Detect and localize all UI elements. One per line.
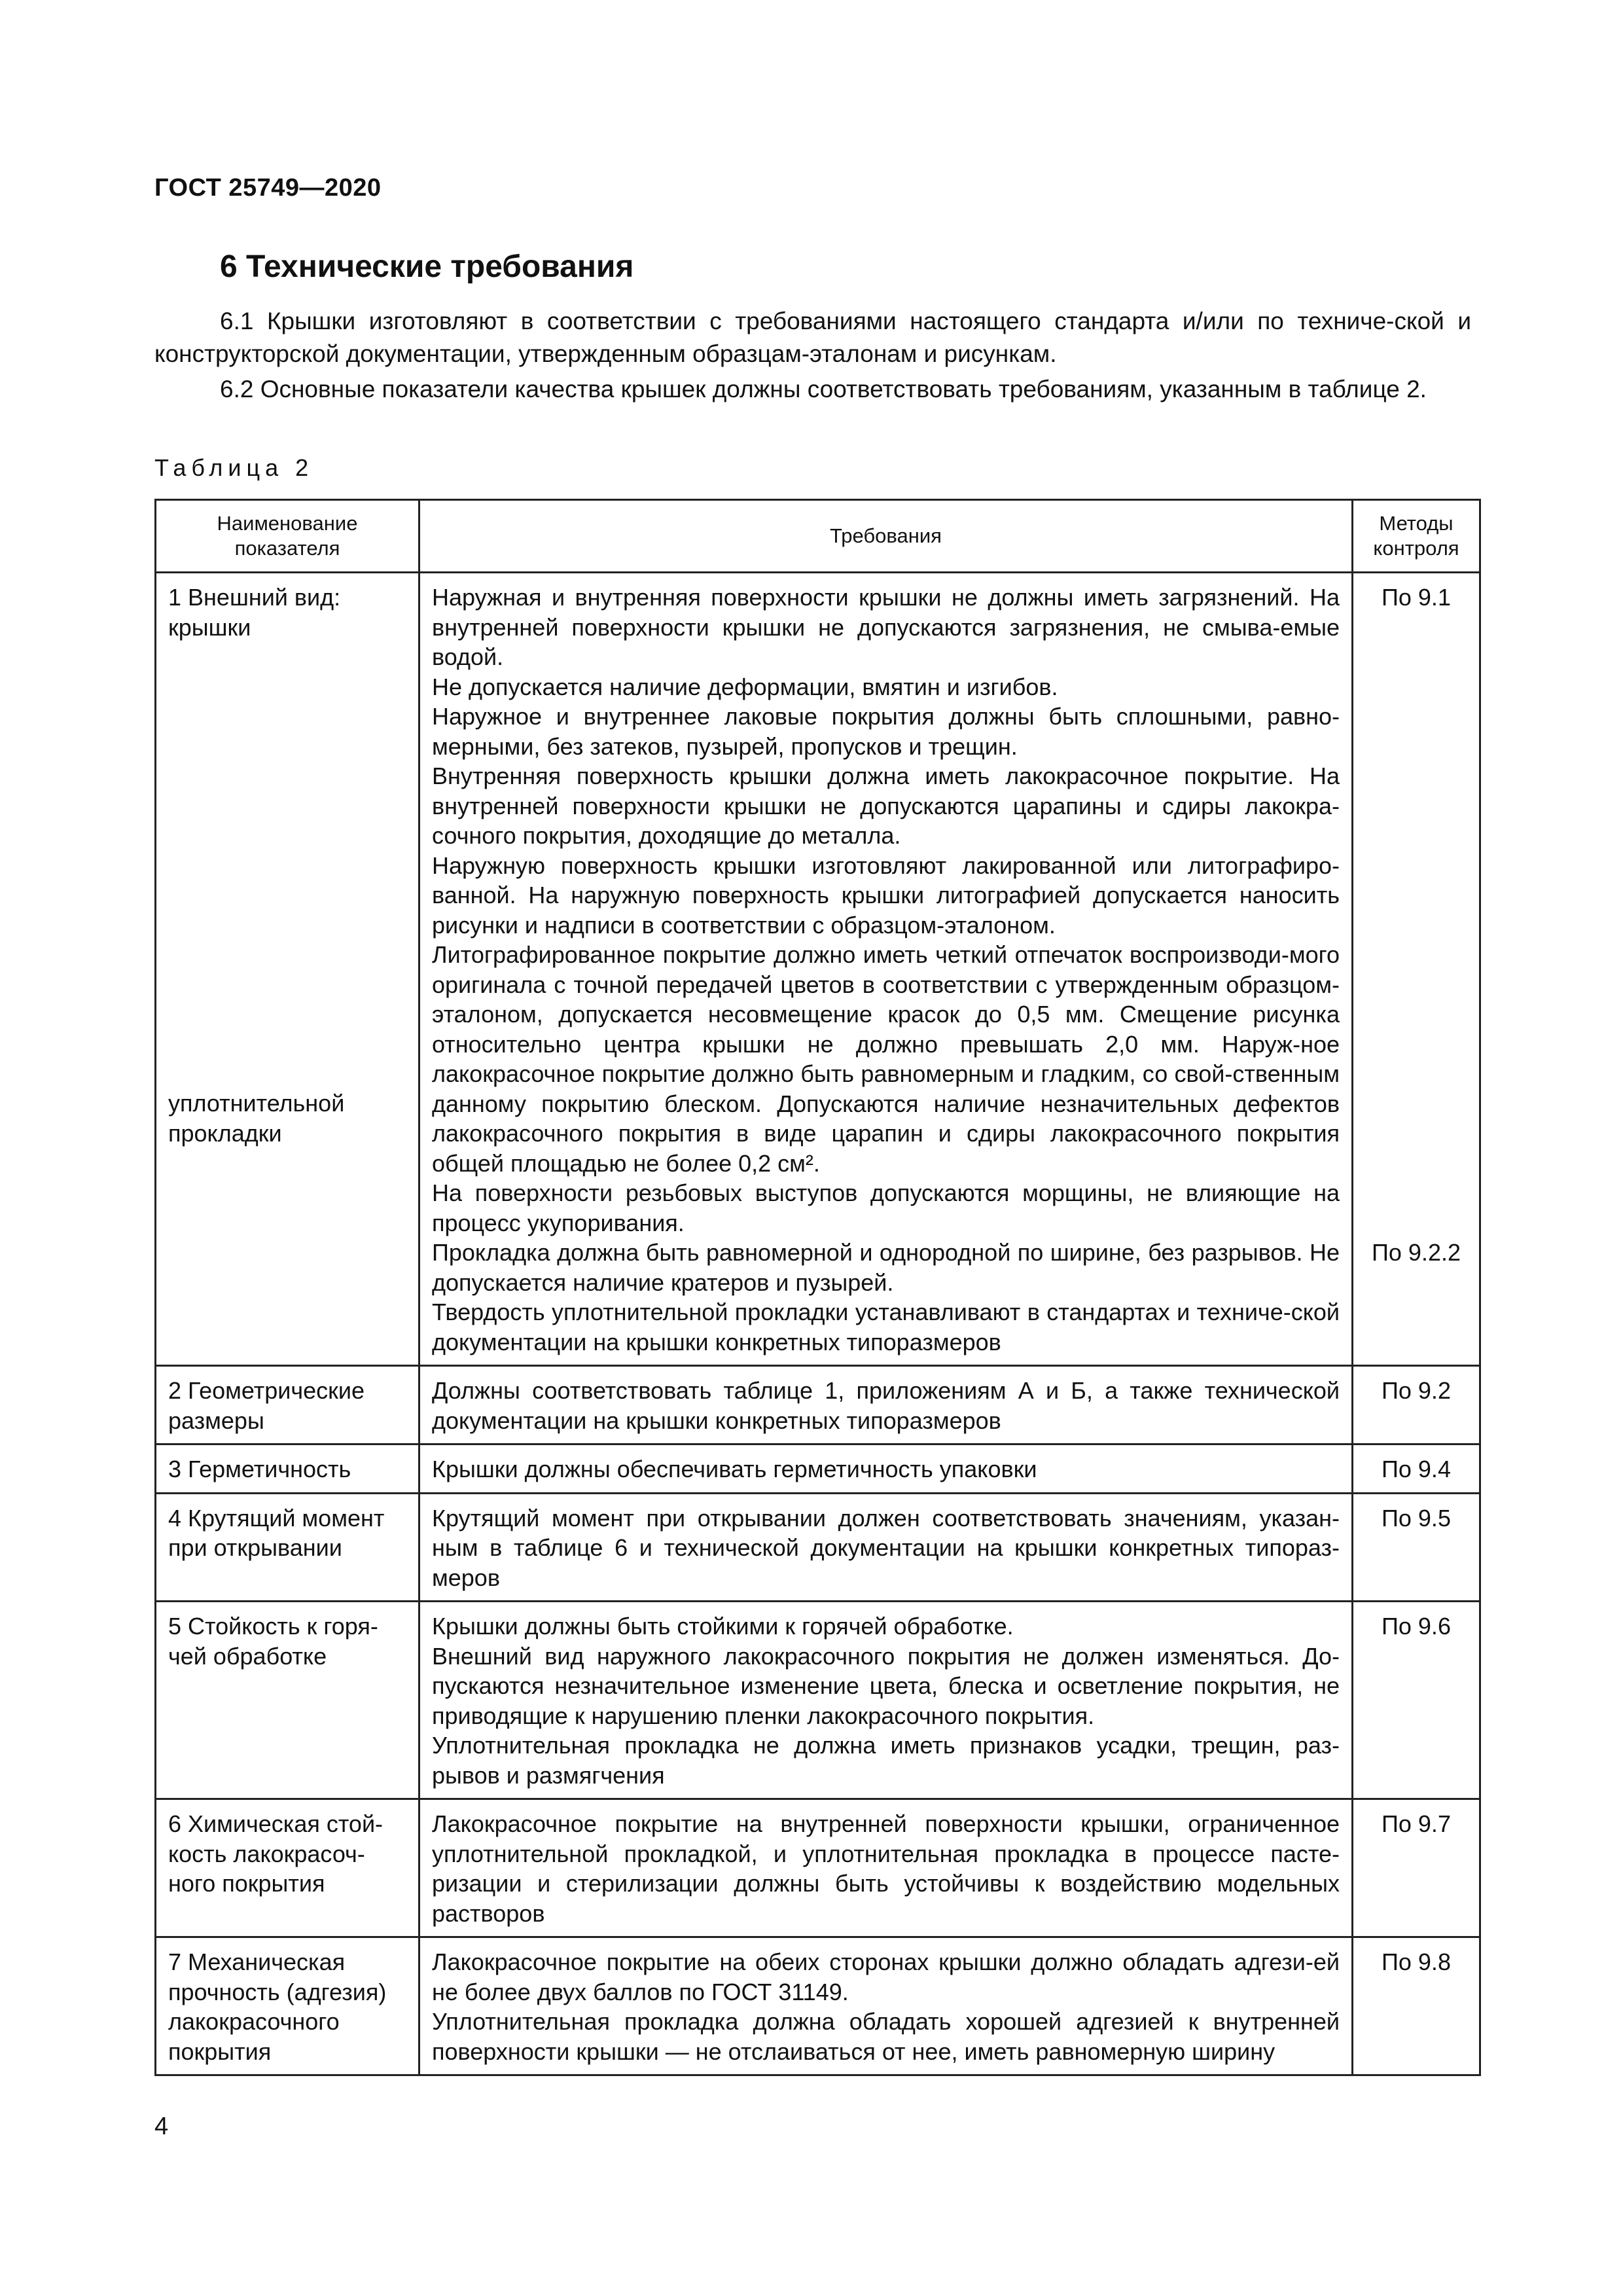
- requirement-text: Должны соответствовать таблице 1, приложениям А и Б, а также технической документации на крышки конкретных типоразмеров: [432, 1377, 1340, 1434]
- requirement-text: Крышки должны быть стойкими к горячей обработке.: [432, 1613, 1014, 1640]
- table-row-tightness: [156, 1444, 1480, 1494]
- requirement-text: На поверхности резьбовых выступов допускаются морщины, не влияющие на процесс укупоривания.: [432, 1179, 1340, 1236]
- requirement-text: Крышки должны обеспечивать герметичность упаковки: [432, 1456, 1037, 1482]
- method-reference: По 9.4: [1382, 1456, 1451, 1482]
- section-title: 6 Технические требования: [220, 249, 634, 284]
- requirement-text: Внешний вид наружного лакокрасочного покрытия не должен изменяться. До-пускаются незначительное изменение цвета, блеска и осветление покрытия, не приводящие к нарушению пленки лакокрасочного покрытия.: [432, 1642, 1340, 1729]
- table-header-row: [156, 500, 1480, 573]
- method-reference: По 9.8: [1382, 1948, 1451, 1975]
- requirement-text: Лакокрасочное покрытие на внутренней поверхности крышки, ограниченное уплотнительной прокладкой, и уплотнительная прокладка в процессе пасте-ризации и стерилизации должны быть устойчивы к воздействию модельных растворов: [432, 1810, 1340, 1927]
- indicator-cell: [156, 1366, 419, 1444]
- method-reference-gasket: По 9.2.2: [1372, 1238, 1461, 1266]
- method-reference: По 9.2: [1382, 1377, 1451, 1404]
- indicator-cell: [156, 1602, 419, 1799]
- requirement-text: Наружное и внутреннее лаковые покрытия должны быть сплошными, равно-мерными, без затеков, пузырей, пропусков и трещин.: [432, 703, 1340, 760]
- table-row-torque: [156, 1493, 1480, 1602]
- requirements-cell: [419, 573, 1353, 1366]
- indicator-name: 6 Химическая стой-кость лакокрасоч-ного покрытия: [168, 1810, 383, 1897]
- requirement-text: Прокладка должна быть равномерной и однородной по ширине, без разрывов. Не допускается наличие кратеров и пузырей.: [432, 1239, 1340, 1296]
- table-row-adhesion: [156, 1937, 1480, 2075]
- method-reference: По 9.5: [1382, 1504, 1451, 1532]
- document-code: ГОСТ 25749—2020: [154, 174, 382, 202]
- indicator-cell: [156, 1493, 419, 1602]
- indicator-subname: крышки: [168, 613, 251, 641]
- indicator-name: 2 Геометрические размеры: [168, 1377, 365, 1434]
- indicator-cell: [156, 1799, 419, 1937]
- indicator-name: 5 Стойкость к горя-чей обработке: [168, 1613, 378, 1670]
- indicator-cell: [156, 573, 419, 1366]
- page-number: 4: [154, 2113, 169, 2140]
- requirements-cell: [419, 1366, 1353, 1444]
- requirement-text: Лакокрасочное покрытие на обеих сторонах крышки должно обладать адгези-ей не более двух баллов по ГОСТ 31149.: [432, 1948, 1340, 2005]
- paragraph-6-2: 6.2 Основные показатели качества крышек должны соответствовать требованиям, указанным в таблице 2.: [220, 376, 1427, 403]
- indicator-name: 3 Герметичность: [168, 1456, 351, 1482]
- table-row-hot-processing: [156, 1602, 1480, 1799]
- indicator-cell: [156, 1444, 419, 1494]
- cell-spacer: [168, 642, 406, 1088]
- indicator-name: 7 Механическая прочность (адгезия) лакокрасочного покрытия: [168, 1948, 387, 2065]
- requirement-text: Наружную поверхность крышки изготовляют лакированной или литографиро-ванной. На наружную поверхность крышки литографией допускается наносить рисунки и надписи в соответствии с образцом-эталоном.: [432, 852, 1340, 939]
- requirement-text: Твердость уплотнительной прокладки устанавливают в стандартах и техниче-ской документации на крышки конкретных типоразмеров: [432, 1299, 1340, 1355]
- method-cell: [1353, 573, 1480, 1366]
- paragraph-6-1: 6.1 Крышки изготовляют в соответствии с требованиями настоящего стандарта и/или по техниче-ской и конструкторской документации, утвержденным образцам-эталонам и рисункам.: [154, 308, 1471, 367]
- indicator-cell: [156, 1937, 419, 2075]
- header-methods: Методы контроля: [1353, 500, 1480, 573]
- method-cell: [1353, 1366, 1480, 1444]
- method-reference: По 9.7: [1382, 1810, 1451, 1837]
- table-row-chemical-resistance: [156, 1799, 1480, 1937]
- requirements-table: [154, 499, 1481, 2076]
- requirement-text: Уплотнительная прокладка должна обладать хорошей адгезией к внутренней поверхности крышки — не отслаиваться от нее, иметь равномерную ширину: [432, 2008, 1340, 2065]
- table-row-appearance: [156, 573, 1480, 1366]
- requirements-cell: [419, 1937, 1353, 2075]
- method-cell: [1353, 1937, 1480, 2075]
- indicator-name: 4 Крутящий момент при открывании: [168, 1504, 385, 1561]
- header-indicator: Наименование показателя: [156, 500, 419, 573]
- table-row-dimensions: [156, 1366, 1480, 1444]
- requirements-cell: [419, 1799, 1353, 1937]
- method-reference: По 9.6: [1382, 1613, 1451, 1640]
- indicator-subname-gasket: уплотнительной: [168, 1090, 345, 1117]
- requirements-cell: [419, 1444, 1353, 1494]
- table-caption: Таблица 2: [154, 454, 314, 481]
- requirements-cell: [419, 1602, 1353, 1799]
- method-cell: [1353, 1602, 1480, 1799]
- method-cell: [1353, 1444, 1480, 1494]
- method-cell: [1353, 1493, 1480, 1602]
- header-requirements: Требования: [419, 500, 1353, 573]
- requirement-text: Наружная и внутренняя поверхности крышки не должны иметь загрязнений. На внутренней поверхности крышки не допускаются загрязнения, не смыва-емые водой.: [432, 584, 1340, 670]
- requirements-cell: [419, 1493, 1353, 1602]
- method-reference: По 9.1: [1382, 584, 1451, 611]
- method-cell: [1353, 1799, 1480, 1937]
- indicator-subname-gasket-2: прокладки: [168, 1119, 282, 1147]
- indicator-name: 1 Внешний вид:: [168, 584, 341, 611]
- requirement-text: Не допускается наличие деформации, вмятин и изгибов.: [432, 673, 1058, 700]
- requirement-text: Литографированное покрытие должно иметь четкий отпечаток воспроизводи-мого оригинала с точной передачей цветов в соответствии с утвержденным образцом-эталоном, допускается несовмещение красок до 0,5 мм. Смещение рисунка относительно центра крышки не должно превышать 2,0 мм. Наруж-ное лакокрасочное покрытие должно быть равномерным и гладким, со свой-ственным данному покрытию блеском. Допускаются наличие незначительных дефектов лакокрасочного покрытия в виде царапин и сдиры лакокрасочного покрытия общей площадью не более 0,2 см².: [432, 941, 1340, 1177]
- requirement-text: Крутящий момент при открывании должен соответствовать значениям, указан-ным в таблице 6 и технической документации на крышки конкретных типораз-меров: [432, 1504, 1340, 1591]
- requirement-text: Внутренняя поверхность крышки должна иметь лакокрасочное покрытие. На внутренней поверхности крышки не допускаются царапины и сдиры лакокра-сочного покрытия, доходящие до металла.: [432, 762, 1340, 849]
- requirement-text: Уплотнительная прокладка не должна иметь признаков усадки, трещин, раз-рывов и размягчения: [432, 1732, 1340, 1789]
